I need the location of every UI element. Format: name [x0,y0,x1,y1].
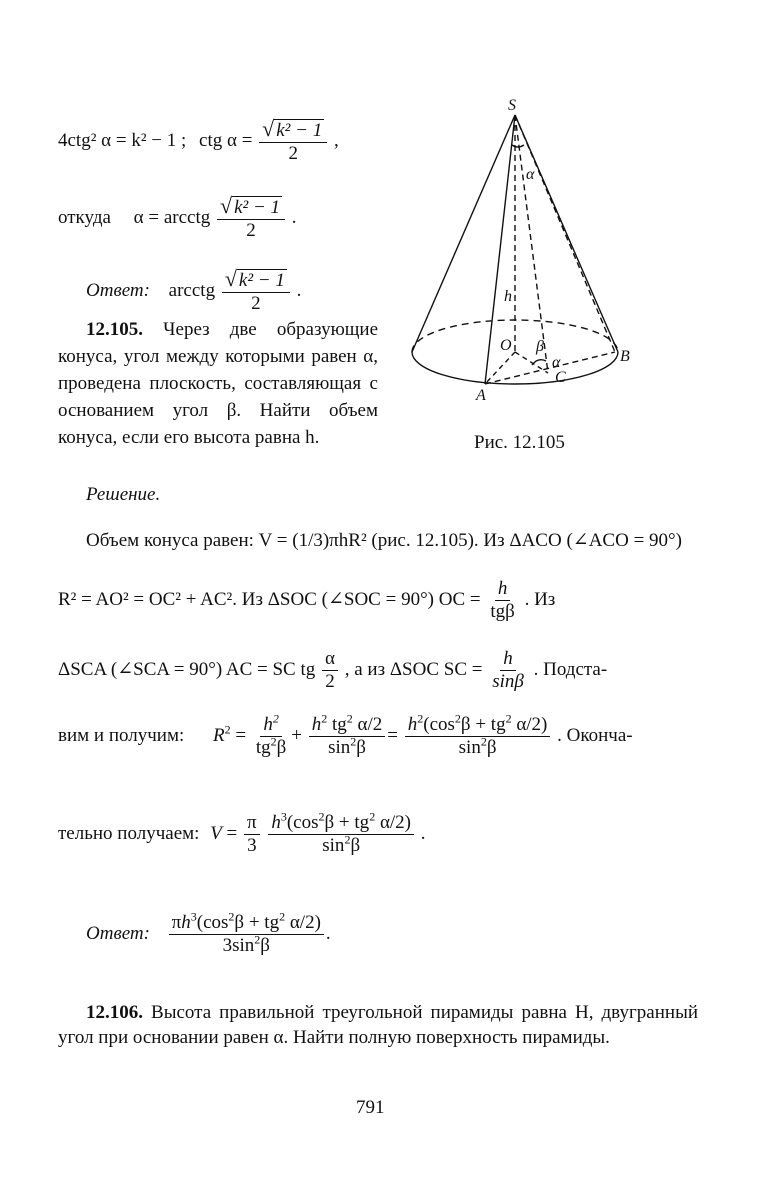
problem-105 [58,316,378,451]
label-h: h [504,288,512,305]
problem-text: Высота правильной треугольной пирамиды равна H, двугранный угол при основании равен α. Найти полную поверхность пирамиды. [58,1002,699,1048]
solution-line-1: Объем конуса равен: V = (1/3)πhR² (рис. 12.105). Из ΔACO (∠ACO = 90°) [86,530,682,551]
problem-number: 12.105. [86,319,143,340]
cone-figure [400,95,650,415]
label-s: S [508,97,516,114]
word-otkuda: откуда [58,206,111,228]
solution-line-3 [58,648,607,693]
problem-106 [58,1000,698,1050]
answer-2: Ответ: $\frac{\pi h^3(\cos^2\beta + tg^2 \alpha/2)}{3\sin^2\beta}$ . [86,909,331,956]
fraction-oc [487,578,517,623]
fraction-arcctg: $\frac{\text{√ k² − 1}}{2}$ [217,195,285,242]
solution-line-4: вим и получим: $R^2$ = $\frac{h^2}{tg^2\beta}$ + $\frac{h^2 tg^2 \alpha/2}{\sin^2\beta}$ = $\frac{h^2(\cos^2\beta + tg^2 \alpha/2)}{\sin^2\beta}$ . Оконча- [58,711,633,758]
s3-text-b: , а из ΔSOC SC = [344,658,483,680]
solution-label: Решение. [86,484,161,505]
fraction-answer: $\frac{\text{√ k² − 1}}{2}$ [222,268,290,315]
label-a: A [476,387,486,404]
answer-label: Ответ: [86,279,150,301]
formula-line-2 [58,195,297,242]
denominator: 2 [251,293,261,314]
ab-chord [485,352,615,384]
formula-l1b: ctg α = [199,129,253,151]
problem-text: Через две образующие конуса, угол между которыми равен α, проведена плоскость, составляющая с основанием угол β. Найти объем конуса, если его высота равна h. [58,319,379,448]
s2-text: R² = AO² = OC² + AC². Из ΔSOC (∠SOC = 90°) OC = [58,588,481,610]
denominator: 2 [246,220,256,241]
fraction-r2-a: $\frac{h^2}{tg^2\beta}$ [255,711,287,758]
radicand: k² − 1 [238,270,285,291]
s3-text: ΔSCA (∠SCA = 90°) AC = SC tg [58,658,316,680]
denominator: 2 [325,671,335,692]
fraction-r2-c: $\frac{h^2(\cos^2\beta + tg^2 \alpha/2)}{\sin^2\beta}$ [405,714,551,759]
solution-line-5: тельно получаем: V = $\frac{\pi}{3}$ $\frac{h^3(\cos^2\beta + tg^2 \alpha/2)}{\sin^2\beta}$ . [58,809,426,856]
label-c: C [555,369,566,386]
radicand: k² − 1 [234,197,281,218]
fraction-alpha-half [322,648,338,693]
formula-line-1 [58,118,339,165]
solution-line-2 [58,578,555,623]
label-o: O [500,337,512,354]
denominator: sinβ [492,671,524,692]
numerator: h [500,648,516,671]
answer-fn: arcctg [168,279,216,301]
generatrix-left [412,115,515,352]
fraction-ctg: $\frac{\text{√ k² − 1}}{2}$ [259,118,327,165]
angle-arc-top [512,145,524,147]
punct: . [291,206,297,228]
fraction-sc [489,648,527,693]
fraction-pi-3: $\frac{\pi}{3}$ [244,812,260,857]
denominator: 2 [288,143,298,164]
numerator: α [322,648,338,671]
punct: . [296,279,302,301]
fraction-answer-2: $\frac{\pi h^3(\cos^2\beta + tg^2 \alpha/2)}{3\sin^2\beta}$ [169,912,324,957]
label-alpha2: α [552,354,561,371]
problem-number: 12.106. [86,1002,143,1023]
s4-end: . Оконча- [557,724,633,746]
formula-l1a: 4ctg² α = k² − 1 ; [58,129,187,151]
figure-caption: Рис. 12.105 [474,432,565,453]
oa-line [485,352,515,384]
s4-text: вим и получим: [58,724,185,746]
oc-line [515,352,548,373]
answer-1 [86,268,301,315]
answer-label: Ответ: [86,922,150,944]
label-b: B [620,348,630,365]
numerator: h [495,578,511,601]
fraction-r2-b: $\frac{h^2 tg^2 \alpha/2}{\sin^2\beta}$ [309,714,386,759]
s2-end: . Из [524,588,556,610]
fraction-volume: $\frac{h^3(\cos^2\beta + tg^2 \alpha/2)}{\sin^2\beta}$ [268,812,414,857]
s3-end: . Подста- [533,658,608,680]
generatrix-right [515,115,618,352]
s5-text: тельно получаем: [58,822,200,844]
formula-l2b: α = arcctg [133,206,211,228]
punct: , [333,129,339,151]
label-alpha: α [526,166,535,183]
page-number: 791 [356,1097,385,1118]
label-beta: β [536,338,544,355]
denominator: tgβ [490,601,515,622]
radicand: k² − 1 [276,120,323,141]
base-front-arc [412,352,618,384]
